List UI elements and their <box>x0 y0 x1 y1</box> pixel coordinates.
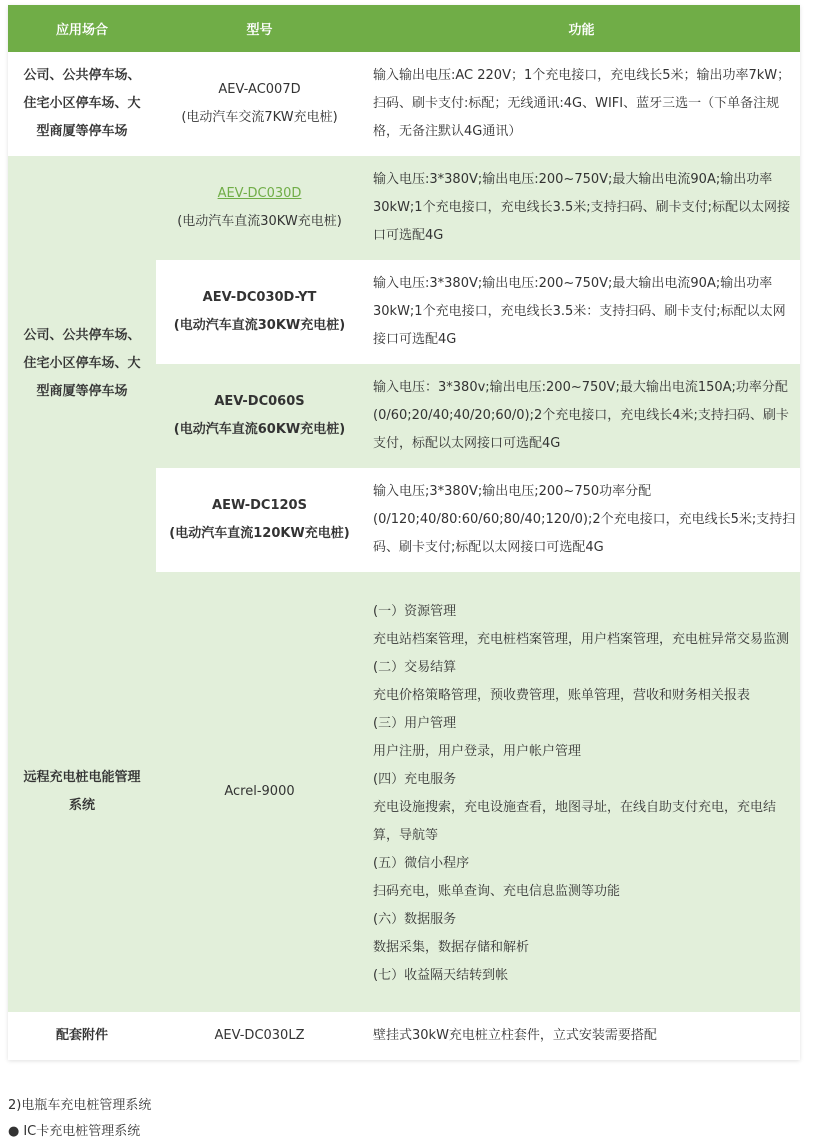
model-cell <box>156 260 363 364</box>
header-function: 功能 <box>363 5 800 52</box>
function-line: 数据采集，数据存储和解析 <box>373 940 530 955</box>
model-link[interactable]: AEV-DC030D <box>217 186 302 201</box>
scene-cell: 配套附件 <box>8 1012 156 1060</box>
model-desc: (电动汽车直流30KW充电桩) <box>177 214 342 229</box>
header-scene: 应用场合 <box>8 5 156 52</box>
function-cell: 输入电压:3*380V;输出电压:200~750V;最大输出电流90A;输出功率30kW;1个充电接口，充电线长3.5米：支持扫码、刷卡支付;标配以太网接口可选配4G <box>363 260 800 364</box>
table-row <box>8 156 800 260</box>
model-name: AEV-DC060S <box>214 394 305 409</box>
header-model: 型号 <box>156 5 363 52</box>
function-cell: 输入输出电压:AC 220V；1个充电接口，充电线长5米；输出功率7kW；扫码、刷卡支付:标配；无线通讯:4G、WIFI、蓝牙三选一（下单备注规格，无备注默认4G通讯） <box>363 52 800 156</box>
function-line: 用户注册，用户登录，用户帐户管理 <box>373 744 582 759</box>
function-line: 扫码充电，账单查询、充电信息监测等功能 <box>373 884 621 899</box>
model-name: AEW-DC120S <box>212 498 307 513</box>
model-cell <box>156 52 363 156</box>
function-cell: 壁挂式30kW充电桩立柱套件，立式安装需要搭配 <box>363 1012 800 1060</box>
function-line: (五）微信小程序 <box>373 856 470 871</box>
function-cell: 输入电压:3*380V;输出电压:200~750V;最大输出电流90A;输出功率30kW;1个充电接口，充电线长3.5米;支持扫码、刷卡支付;标配以太网接口可选配4G <box>363 156 800 260</box>
function-line: 充电价格策略管理，预收费管理，账单管理，营收和财务相关报表 <box>373 688 751 703</box>
scene-cell: 远程充电桩电能管理系统 <box>8 572 156 1012</box>
function-line: (三）用户管理 <box>373 716 457 731</box>
function-line: (七）收益隔天结转到帐 <box>373 968 509 983</box>
scene-cell: 公司、公共停车场、住宅小区停车场、大型商厦等停车场 <box>8 52 156 156</box>
model-cell <box>156 364 363 468</box>
model-cell: Acrel-9000 <box>156 572 363 1012</box>
table-header-row <box>8 5 800 52</box>
product-table <box>8 5 800 1060</box>
function-line: 充电设施搜索，充电设施查看，地图寻址，在线自助支付充电，充电结算，导航等 <box>373 800 777 843</box>
section-title: 2)电瓶车充电桩管理系统 <box>8 1098 152 1113</box>
function-line: (四）充电服务 <box>373 772 457 787</box>
function-line: (六）数据服务 <box>373 912 457 927</box>
model-desc: (电动汽车交流7KW充电桩) <box>181 110 338 125</box>
table-row <box>8 52 800 156</box>
table-row <box>8 572 800 1012</box>
function-line: (一）资源管理 <box>373 604 457 619</box>
model-cell <box>156 468 363 572</box>
function-cell <box>363 572 800 1012</box>
bullet-icon: ● <box>8 1124 20 1139</box>
model-desc: (电动汽车直流60KW充电桩) <box>173 422 346 437</box>
function-cell: 输入电压;3*380V;输出电压;200~750功率分配(0/120;40/80:60/60;80/40;120/0);2个充电接口，充电线长5米;支持扫码、刷卡支付;标配以太网接口可选配4G <box>363 468 800 572</box>
model-desc: (电动汽车直流30KW充电桩) <box>173 318 346 333</box>
model-cell <box>156 156 363 260</box>
model-desc: (电动汽车直流120KW充电桩) <box>169 526 350 541</box>
table-row <box>8 1012 800 1060</box>
function-line: 充电站档案管理，充电桩档案管理，用户档案管理，充电桩异常交易监测 <box>373 632 790 647</box>
bullet-list-item <box>8 1120 140 1139</box>
model-cell: AEV-DC030LZ <box>156 1012 363 1060</box>
model-name: AEV-AC007D <box>218 82 301 97</box>
scene-cell: 公司、公共停车场、住宅小区停车场、大型商厦等停车场 <box>8 156 156 572</box>
function-cell: 输入电压：3*380v;输出电压:200~750V;最大输出电流150A;功率分配(0/60;20/40;40/20;60/0);2个充电接口，充电线长4米;支持扫码、刷卡支付，标配以太网接口可选配4G <box>363 364 800 468</box>
function-line: (二）交易结算 <box>373 660 457 675</box>
bullet-text: IC卡充电桩管理系统 <box>23 1124 141 1139</box>
model-name: AEV-DC030D-YT <box>202 290 317 305</box>
